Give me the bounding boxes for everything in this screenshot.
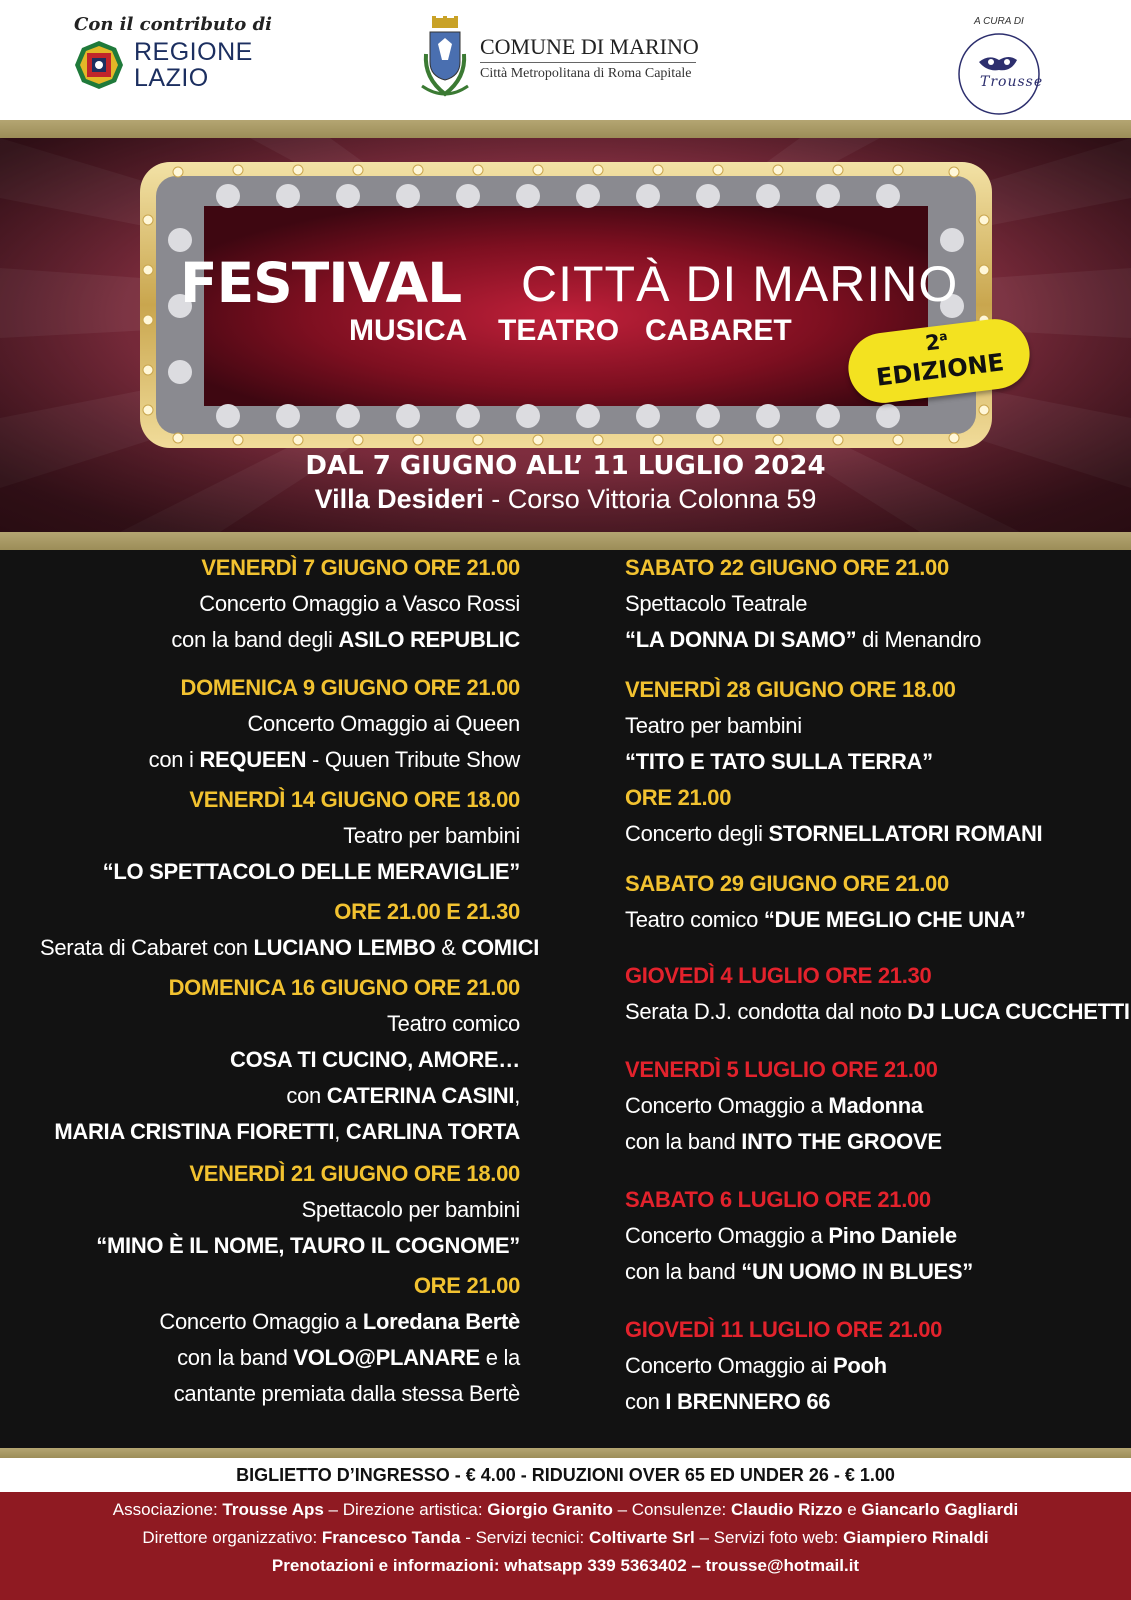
event-line: Spettacolo Teatrale xyxy=(625,591,808,616)
event-line: Concerto degli STORNELLATORI ROMANI xyxy=(625,821,1043,846)
event-date: SABATO 22 GIUGNO ORE 21.00 xyxy=(625,555,949,580)
event-line: con CATERINA CASINI, xyxy=(286,1083,520,1108)
top-gold-band xyxy=(0,120,1131,138)
event-date: DOMENICA 16 GIUGNO ORE 21.00 xyxy=(168,975,520,1000)
event-line: con la band VOLO@PLANARE e la xyxy=(177,1345,520,1370)
regione-lazio-logo xyxy=(72,14,272,94)
sponsor-name-line1: REGIONE xyxy=(134,38,253,66)
contact-line: Prenotazioni e informazioni: whatsapp 339 5363402 – trousse@hotmail.it xyxy=(271,1556,860,1575)
event-line: “MINO È IL NOME, TAURO IL COGNOME” xyxy=(96,1233,520,1258)
event-line: “TITO E TATO SULLA TERRA” xyxy=(625,749,933,774)
event-line: COSA TI CUCINO, AMORE… xyxy=(230,1047,520,1072)
event-line: Concerto Omaggio a Pino Daniele xyxy=(625,1223,957,1248)
edition-number: 2$^a$ xyxy=(923,328,949,356)
event-line: Teatro per bambini xyxy=(343,823,520,848)
sponsor-intro: Con il contributo di xyxy=(74,14,272,35)
event-item xyxy=(40,970,520,1150)
event-date: GIOVEDÌ 11 LUGLIO ORE 21.00 xyxy=(625,1317,943,1342)
event-line: Concerto Omaggio a Madonna xyxy=(625,1093,923,1118)
event-time: ORE 21.00 E 21.30 xyxy=(334,899,520,924)
event-line: cantante premiata dalla stessa Bertè xyxy=(173,1381,520,1406)
event-item xyxy=(40,782,540,966)
municipality-name: COMUNE DI MARINO xyxy=(480,34,699,59)
program xyxy=(0,550,1131,1448)
subtitle-teatro: TEATRO xyxy=(498,314,620,347)
sponsor-name-line2: LAZIO xyxy=(134,64,209,92)
event-item xyxy=(40,1156,520,1412)
festival-title-bold: FESTIVAL xyxy=(180,251,462,315)
event-line: con la band “UN UOMO IN BLUES” xyxy=(625,1259,973,1284)
event-line: Spettacolo per bambini xyxy=(301,1197,520,1222)
event-line: Teatro comico “DUE MEGLIO CHE UNA” xyxy=(625,907,1026,932)
comune-di-marino-logo xyxy=(418,14,718,106)
organizer-intro: A CURA DI xyxy=(974,16,1024,27)
festival-title-city: CITTÀ DI MARINO xyxy=(521,256,959,312)
event-item xyxy=(625,1182,1095,1290)
credits xyxy=(0,1492,1131,1600)
event-date: VENERDÌ 5 LUGLIO ORE 21.00 xyxy=(625,1057,938,1082)
event-line: Teatro per bambini xyxy=(625,713,802,738)
event-line: Serata di Cabaret con LUCIANO LEMBO & COMICI xyxy=(40,935,540,960)
festival-dates: DAL 7 GIUGNO ALL’ 11 LUGLIO 2024 xyxy=(305,451,826,481)
municipality-divider xyxy=(480,62,696,63)
event-date: VENERDÌ 14 GIUGNO ORE 18.00 xyxy=(189,787,520,812)
event-time: ORE 21.00 xyxy=(413,1273,520,1298)
edition-word: EDIZIONE xyxy=(874,348,1006,392)
credits-line: Associazione: Trousse Aps – Direzione artistica: Giorgio Granito – Consulenze: Claudio Rizzo e Giancarlo Gagliardi xyxy=(112,1500,1019,1519)
event-item xyxy=(625,1052,1095,1160)
event-line: “LA DONNA DI SAMO” di Menandro xyxy=(625,627,982,652)
event-item xyxy=(40,550,520,658)
event-date: SABATO 29 GIUGNO ORE 21.00 xyxy=(625,871,949,896)
event-item xyxy=(625,958,1130,1030)
event-date: VENERDÌ 21 GIUGNO ORE 18.00 xyxy=(189,1161,520,1186)
event-date: VENERDÌ 28 GIUGNO ORE 18.00 xyxy=(625,677,956,702)
subtitle-cabaret: CABARET xyxy=(645,314,792,347)
event-item xyxy=(625,672,1095,852)
event-line: “LO SPETTACOLO DELLE MERAVIGLIE” xyxy=(102,859,520,884)
bottom-gold-band xyxy=(0,1448,1131,1458)
event-line: con I BRENNERO 66 xyxy=(625,1389,831,1414)
event-date: VENERDÌ 7 GIUGNO ORE 21.00 xyxy=(201,555,520,580)
hero-banner xyxy=(0,138,1131,532)
event-date: GIOVEDÌ 4 LUGLIO ORE 21.30 xyxy=(625,963,932,988)
event-line: Concerto Omaggio a Loredana Bertè xyxy=(159,1309,520,1334)
municipality-subtitle: Città Metropolitana di Roma Capitale xyxy=(480,66,692,81)
ticket-prices: BIGLIETTO D’INGRESSO - € 4.00 - RIDUZIONI OVER 65 ED UNDER 26 - € 1.00 xyxy=(0,1458,1131,1492)
event-item xyxy=(625,866,1095,938)
event-item xyxy=(625,550,1095,658)
event-line: MARIA CRISTINA FIORETTI, CARLINA TORTA xyxy=(54,1119,520,1144)
event-line: Concerto Omaggio ai Pooh xyxy=(625,1353,887,1378)
municipal-crest-icon xyxy=(418,14,472,104)
festival-title xyxy=(180,251,970,315)
event-line: con la band degli ASILO REPUBLIC xyxy=(171,627,520,652)
trousse-logo xyxy=(940,14,1044,114)
event-line: con i REQUEEN - Quuen Tribute Show xyxy=(148,747,520,772)
event-line: Concerto Omaggio a Vasco Rossi xyxy=(199,591,520,616)
organizer-logo-text: Trousse xyxy=(980,74,1044,90)
event-item xyxy=(40,670,520,778)
event-line: Teatro comico xyxy=(386,1011,520,1036)
event-item xyxy=(625,1312,1095,1420)
regione-lazio-emblem-icon xyxy=(74,40,124,90)
event-line: Concerto Omaggio ai Queen xyxy=(247,711,520,736)
middle-gold-band xyxy=(0,532,1131,550)
credits-line: Direttore organizzativo: Francesco Tanda - Servizi tecnici: Coltivarte Srl – Servizi foto web: Giampiero Rinaldi xyxy=(142,1528,989,1547)
subtitle-musica: MUSICA xyxy=(349,314,468,347)
event-line: con la band INTO THE GROOVE xyxy=(625,1129,942,1154)
header xyxy=(0,0,1131,120)
event-line: Serata D.J. condotta dal noto DJ LUCA CUCCHETTI xyxy=(625,999,1130,1024)
event-date: SABATO 6 LUGLIO ORE 21.00 xyxy=(625,1187,931,1212)
event-date: DOMENICA 9 GIUGNO ORE 21.00 xyxy=(180,675,520,700)
event-time: ORE 21.00 xyxy=(625,785,732,810)
festival-venue: Villa Desideri - Corso Vittoria Colonna 59 xyxy=(314,484,817,514)
